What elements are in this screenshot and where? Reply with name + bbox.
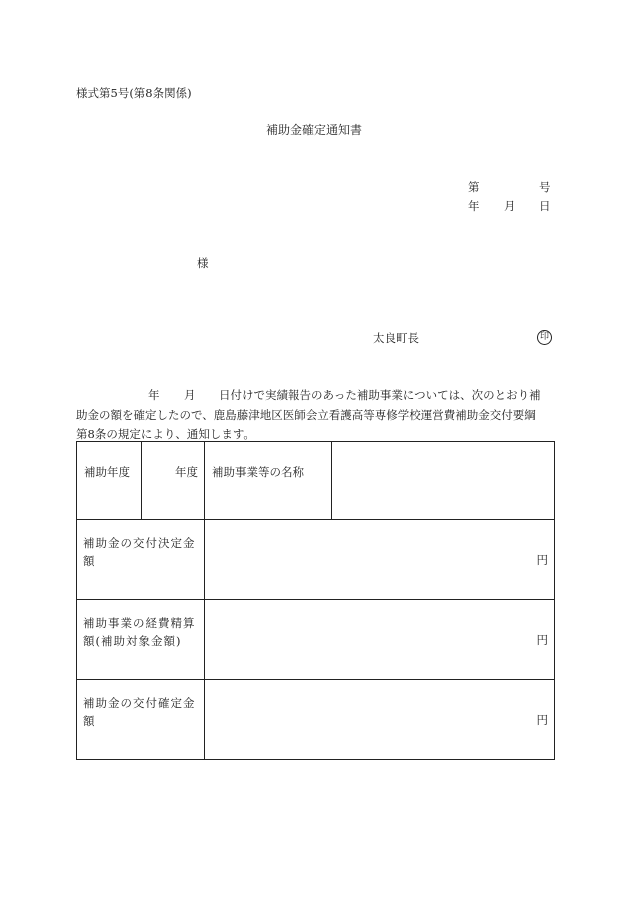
doc-date-year: 年 xyxy=(468,199,480,213)
subsidy-year-label: 補助年度 xyxy=(77,442,142,520)
paragraph-line-3: 第8条の規定により、通知します。 xyxy=(76,427,255,441)
decided-amount-label: 補助金の交付決定金額 xyxy=(77,520,205,600)
settled-expense-label: 補助事業の経費精算額(補助対象金額) xyxy=(77,600,205,680)
table-row xyxy=(77,520,555,600)
doc-date-day: 日 xyxy=(539,199,551,213)
decided-amount-unit: 円 xyxy=(205,520,555,600)
subsidy-year-unit: 年度 xyxy=(142,442,205,520)
doc-number-suffix: 号 xyxy=(539,180,551,194)
paragraph-month: 月 xyxy=(184,388,196,402)
table-header-row xyxy=(77,442,555,520)
settled-expense-unit: 円 xyxy=(205,600,555,680)
form-number: 様式第5号(第8条関係) xyxy=(76,86,192,100)
paragraph-line-2: 助金の額を確定したので、鹿島藤津地区医師会立看護高等専修学校運営費補助金交付要綱 xyxy=(76,408,536,422)
subsidy-summary-table xyxy=(76,441,555,760)
doc-date-month: 月 xyxy=(504,199,516,213)
confirmed-amount-label: 補助金の交付確定金額 xyxy=(77,680,205,760)
paragraph-line-1: 日付けで実績報告のあった補助事業については、次のとおり補 xyxy=(219,388,541,402)
paragraph-year: 年 xyxy=(148,388,160,402)
issuer-name: 太良町長 xyxy=(373,331,419,345)
document-title: 補助金確定通知書 xyxy=(266,123,363,137)
seal-mark: 印 xyxy=(537,330,552,345)
table-row xyxy=(77,680,555,760)
doc-number-prefix: 第 xyxy=(468,180,480,194)
project-name-label: 補助事業等の名称 xyxy=(205,442,332,520)
recipient-honorific: 様 xyxy=(197,256,209,270)
table-row xyxy=(77,600,555,680)
project-name-field xyxy=(332,442,555,520)
confirmed-amount-unit: 円 xyxy=(205,680,555,760)
